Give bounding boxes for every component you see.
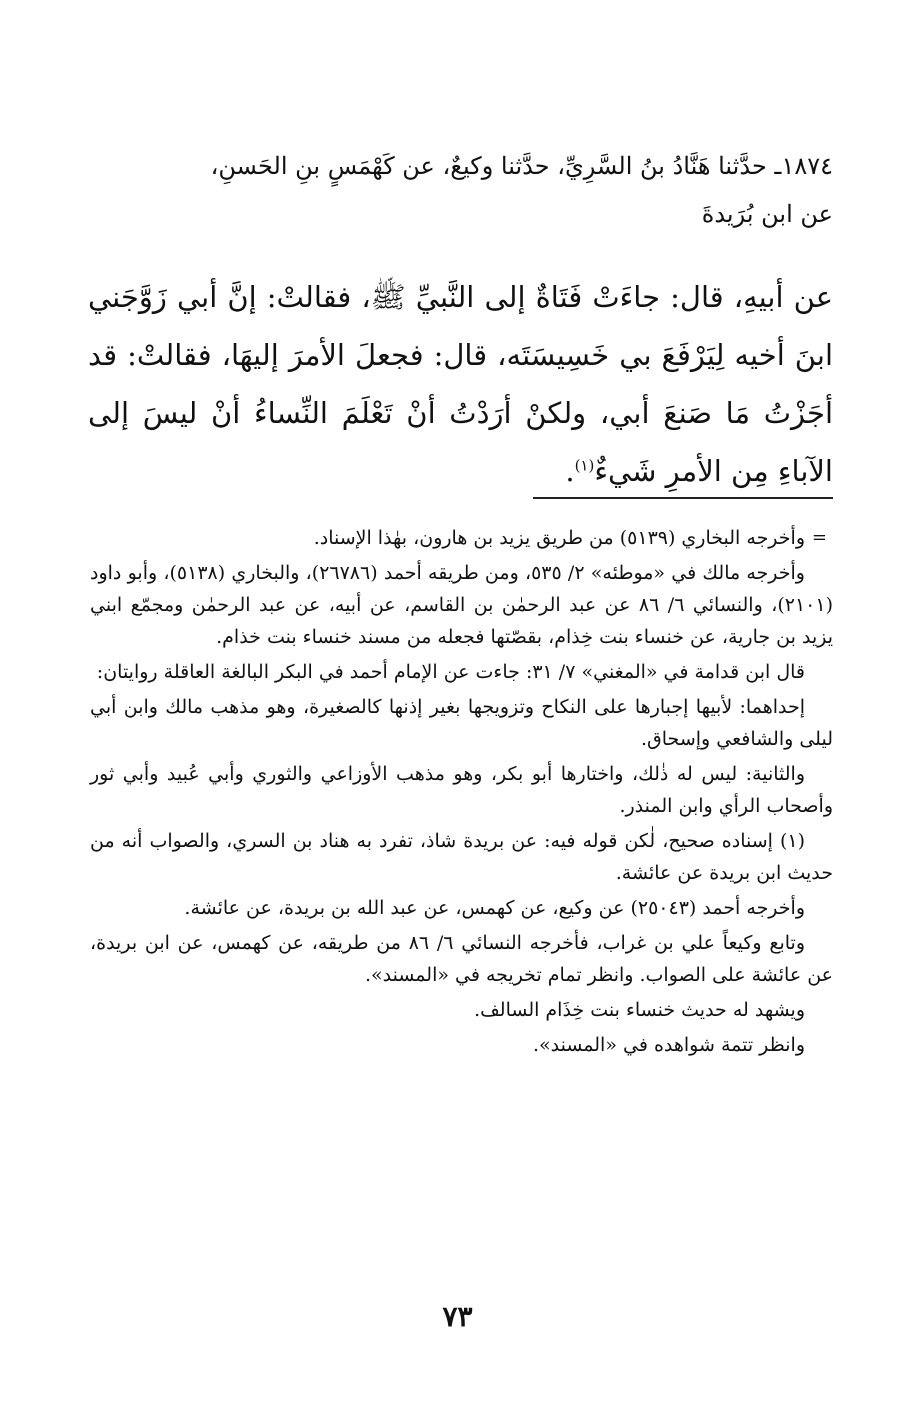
isnad-line-2: عن ابن بُرَيدةَ bbox=[701, 200, 833, 228]
footnote-paragraph-5: والثانية: ليس له ذٰلك، واختارها أبو بكر، وهو مذهب الأوزاعي والثوري وأبي عُبيد وأبي ثور وأصحاب الرأي وابن المنذر. bbox=[90, 763, 833, 817]
isnad-line-1: ١٨٧٤ـ حدَّثنا هَنَّادُ بنُ السَّرِيِّ، حدَّثنا وكيعٌ، عن كَهْمَسٍ بنِ الحَسنِ، bbox=[210, 152, 833, 180]
matn-end: . bbox=[565, 454, 575, 488]
footnote-paragraph-8: وتابع وكيعاً علي بن غراب، فأخرجه النسائي ٦/ ٨٦ من طريقه، عن كهمس، عن ابن بريدة، عن عائشة على الصواب. وانظر تمام تخريجه في «المسند». bbox=[90, 932, 833, 986]
footnote-paragraph-3: قال ابن قدامة في «المغني» ٧/ ٣١: جاءت عن الإمام أحمد في البكر البالغة العاقلة روايتان: bbox=[96, 661, 805, 683]
continuation-marker: = bbox=[811, 527, 827, 548]
footnote-paragraph-4: إحداهما: لأبيها إجبارها على النكاح وتزويجها بغير إذنها كالصغيرة، وهو مذهب مالك وابن أبي ليلى والشافعي وإسحاق. bbox=[90, 696, 833, 750]
footnotes-section bbox=[90, 522, 833, 1064]
footnote-divider bbox=[533, 497, 833, 499]
footnote-paragraph-2: وأخرجه مالك في «موطئه» ٢/ ٥٣٥، ومن طريقه أحمد (٢٦٧٨٦)، والبخاري (٥١٣٨)، وأبو داود (٢١٠١)، والنسائي ٦/ ٨٦ عن عبد الرحمٰن بن القاسم، عن أبيه، عن عبد الرحمٰن ومجمّع ابني يزيد بن جارية، عن خنساء بنت خِذام، بقصّتها فجعله من مسند خنساء بنت خذام. bbox=[90, 562, 833, 648]
matn-text: عن أبيهِ، قال: جاءَتْ فَتَاةٌ إلى النَّبيِّ ﷺ، فقالتْ: إنَّ أبي زَوَّجَني ابنَ أخيه لِيَرْفَعَ بي خَسِيسَتَه، قال: فجعلَ الأمرَ إليهَا، فقالتْ: قد أجَزْتُ مَا صَنعَ أبي، ولكنْ أرَدْتُ أنْ تَعْلَمَ النِّساءُ أنْ ليسَ إلى الآباءِ مِن الأمرِ شَيءٌ bbox=[88, 280, 833, 488]
hadith-matn bbox=[88, 268, 833, 500]
footnote-reference: (١) bbox=[574, 456, 595, 475]
hadith-isnad bbox=[95, 142, 833, 238]
footnote-paragraph-6: (١) إسناده صحيح، لٰكن قوله فيه: عن بريدة شاذ، تفرد به هناد بن السري، والصواب أنه من حديث ابن بريدة عن عائشة. bbox=[90, 830, 833, 884]
page-number: ٧٣ bbox=[442, 1300, 473, 1333]
footnote-paragraph-9: ويشهد له حديث خنساء بنت خِذَام السالف. bbox=[474, 999, 805, 1021]
footnote-paragraph-7: وأخرجه أحمد (٢٥٠٤٣) عن وكيع، عن كهمس، عن عبد الله بن بريدة، عن عائشة. bbox=[184, 897, 805, 919]
footnote-paragraph-10: وانظر تتمة شواهده في «المسند». bbox=[532, 1034, 805, 1056]
footnote-paragraph-1: = وأخرجه البخاري (٥١٣٩) من طريق يزيد بن هارون، بهٰذا الإسناد. bbox=[90, 522, 833, 554]
